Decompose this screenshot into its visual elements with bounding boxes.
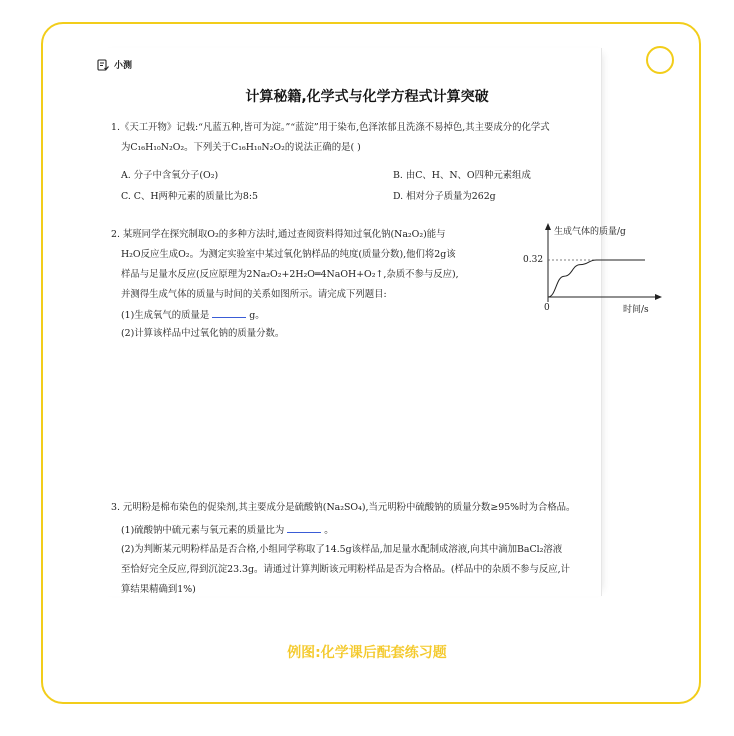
q1-option-b[interactable]: B. 由C、H、N、O四种元素组成 bbox=[393, 170, 531, 181]
q1-stem-line2: 为C₁₆H₁₀N₂O₂。下列关于C₁₆H₁₀N₂O₂的说法正确的是( ) bbox=[121, 142, 361, 153]
q3-sub2-line3: 算结果精确到1%) bbox=[121, 584, 196, 595]
q2-sub1-suffix: g。 bbox=[249, 310, 265, 321]
q2-answer-blank[interactable] bbox=[212, 308, 246, 318]
q2-stem-line4: 并测得生成气体的质量与时间的关系如图所示。请完成下列题目: bbox=[121, 289, 387, 300]
q2-sub1 bbox=[121, 308, 265, 322]
brand-label: 小测 bbox=[114, 61, 133, 71]
q3-sub2-line1: (2)为判断某元明粉样品是否合格,小组同学称取了14.5g该样品,加足量水配制成溶液,向其中滴加BaCl₂溶液 bbox=[121, 544, 563, 555]
q3-sub1-suffix: 。 bbox=[324, 525, 334, 536]
circle-badge-icon bbox=[646, 46, 674, 74]
q3-sub2-line2: 至恰好完全反应,得到沉淀23.3g。请通过计算判断该元明粉样品是否为合格品。(样品中的杂质不参与反应,计 bbox=[121, 564, 570, 575]
q2-stem-line3: 样品与足量水反应(反应原理为2Na₂O₂+2H₂O═4NaOH+O₂↑,杂质不参与反应), bbox=[121, 269, 459, 280]
q2-stem-line1: 2. 某班同学在探究制取O₂的多种方法时,通过查阅资料得知过氧化钠(Na₂O₂)能与 bbox=[111, 229, 446, 240]
y-tick-label: 0.32 bbox=[523, 255, 544, 265]
q1-option-d[interactable]: D. 相对分子质量为262g bbox=[393, 191, 496, 202]
page-title: 计算秘籍,化学式与化学方程式计算突破 bbox=[245, 89, 489, 105]
q1-option-c[interactable]: C. C、H两种元素的质量比为8:5 bbox=[121, 191, 258, 202]
x-axis-arrow bbox=[655, 294, 662, 300]
origin-label: 0 bbox=[544, 303, 550, 313]
x-axis-label: 时间/s bbox=[623, 305, 649, 315]
q3-sub1 bbox=[121, 523, 334, 537]
q2-stem-line2: H₂O反应生成O₂。为测定实验室中某过氧化钠样品的纯度(质量分数),他们将2g该 bbox=[121, 249, 456, 260]
q3-answer-blank[interactable] bbox=[287, 523, 321, 533]
q3-sub1-prefix: (1)硫酸钠中硫元素与氧元素的质量比为 bbox=[121, 525, 285, 536]
gas-mass-time-chart bbox=[515, 218, 665, 318]
q2-sub2: (2)计算该样品中过氧化钠的质量分数。 bbox=[121, 328, 285, 339]
q2-sub1-prefix: (1)生成氧气的质量是 bbox=[121, 310, 210, 321]
q1-stem-line1: 1.《天工开物》记载:“凡蓝五种,皆可为淀。”“蓝淀”用于染布,色泽浓郁且洗涤不易掉色,其主要成分的化学式 bbox=[111, 122, 550, 133]
q1-option-a[interactable]: A. 分子中含氧分子(O₂) bbox=[121, 170, 219, 181]
q3-stem-line1: 3. 元明粉是棉布染色的促染剂,其主要成分是硫酸钠(Na₂SO₄),当元明粉中硫酸钠的质量分数≥95%时为合格品。 bbox=[111, 502, 576, 513]
example-caption: 例图:化学课后配套练习题 bbox=[287, 645, 447, 661]
y-axis-arrow bbox=[545, 223, 551, 230]
y-axis-label: 生成气体的质量/g bbox=[554, 227, 626, 237]
series-curve bbox=[548, 260, 645, 297]
brand-header bbox=[97, 58, 132, 71]
quiz-doc-icon bbox=[97, 59, 109, 71]
